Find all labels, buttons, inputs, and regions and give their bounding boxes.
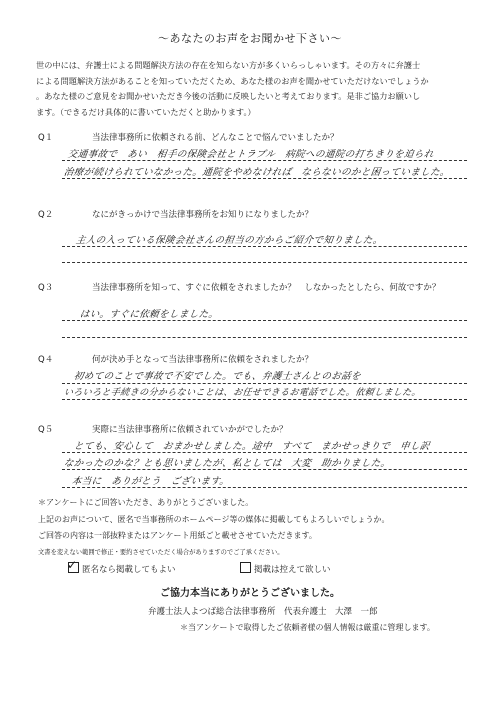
intro-line: 世の中には、弁護士による問題解決方法の存在を知らない方が多くいらっしゃいます。その方々に弁護士 xyxy=(36,60,421,70)
option-decline[interactable] xyxy=(240,562,331,575)
question-number: Q３ xyxy=(38,283,54,293)
question-number: Q２ xyxy=(38,210,54,220)
handwritten-answer: 初めてのことで事故で不安でした。でも、弁護士さんとのお話を xyxy=(73,371,362,382)
question-number: Q５ xyxy=(38,425,54,435)
question-number: Q１ xyxy=(38,133,54,143)
answer-line xyxy=(62,383,467,384)
intro-line: ます。（できるだけ具体的に書いていただくと助かります。） xyxy=(36,106,256,117)
intro-paragraph xyxy=(36,58,466,120)
thanks-note: ＊アンケートにご回答いただき、ありがとうございました。 xyxy=(38,498,254,507)
handwritten-answer: 治療が続けられていなかった。通院をやめなければ ならないのかと困っていました。 xyxy=(63,167,451,178)
handwritten-answer: いろいろと手続きの分からないことは、お任せできるお電話でした。依頼しました。 xyxy=(63,388,422,398)
privacy-note: ＊当アンケートで取得したご依頼者様の個人情報は厳重に管理します。 xyxy=(180,623,435,632)
question-text: 当法律事務所に依頼される前、どんなことで悩んでいましたか？ xyxy=(92,133,339,143)
edit-disclaimer: 文書を変えない範囲で修正・要約させていただく場合がありますのでご了承ください。 xyxy=(38,549,284,556)
answer-line xyxy=(62,262,467,263)
handwritten-answer: とても、安心して おまかせしました。途中 すべて まかせっきりで 申し訳 xyxy=(73,441,431,452)
answer-line xyxy=(62,246,467,247)
answer-line xyxy=(62,160,467,161)
answer-line xyxy=(62,487,467,488)
closing-thanks: ご協力本当にありがとうございました。 xyxy=(160,588,340,599)
handwritten-answer: 本当に ありがとう ございます。 xyxy=(71,476,231,487)
question-text: なにがきっかけで当法律事務所をお知りになりましたか？ xyxy=(92,210,314,220)
question-text: 当法律事務所を知って、すぐに依頼をされましたか？ しなかったとしたら、何故ですか？ xyxy=(92,283,441,293)
option-label: 掲載は控えて欲しい xyxy=(254,565,331,575)
handwritten-answer: 交通事故で あい 相手の保険会社とトラブル 病院への通院の打ちきりを迫られ xyxy=(67,149,435,160)
excerpt-note: ご回答の内容は一部抜粋またはアンケート用紙ごと載せさせていただきます。 xyxy=(38,531,317,540)
answer-line xyxy=(62,320,467,321)
page-title: ～あなたのお声をお聞かせ下さい～ xyxy=(158,32,342,45)
firm-signature: 弁護士法人よつば総合法律事務所 代表弁護士 大澤 一郎 xyxy=(148,607,378,617)
handwritten-answer: 主人の入っている保険会社さんの担当の方からご紹介で知りました。 xyxy=(75,235,384,246)
question-text: 実際に当法律事務所に依頼されていかがでしたか？ xyxy=(92,425,288,435)
handwritten-answer: なかったのかな？とも思いましたが、私としては 大変 助かりました。 xyxy=(63,458,392,469)
question-text: 何が決め手となって当法律事務所に依頼をされましたか？ xyxy=(92,355,314,365)
answer-line xyxy=(62,469,467,470)
answer-line xyxy=(62,337,467,338)
checkbox-icon[interactable] xyxy=(240,562,251,573)
answer-line xyxy=(62,399,467,400)
option-label: 匿名なら掲載してもよい xyxy=(82,565,176,575)
question-number: Q４ xyxy=(38,355,54,365)
publication-question: 上記のお声について、匿名で当事務所のホームページ等の媒体に掲載してもよろしいでしょうか。 xyxy=(38,515,390,524)
handwritten-answer: はい。すぐに依頼をしました。 xyxy=(79,309,220,320)
answer-line xyxy=(62,178,467,179)
checkbox-checked-icon[interactable]: ✓ xyxy=(67,558,78,572)
intro-line: による問題解決方法があることを知っていただくため、あなた様のお声を聞かせていただけないでしょうか xyxy=(36,75,429,86)
option-anonymous[interactable] xyxy=(67,558,176,575)
answer-line xyxy=(62,452,467,453)
intro-line: 。あなた様のご意見をお聞かせいただき今後の活動に反映したいと考えております。是非ご協力お願いし xyxy=(36,91,421,101)
